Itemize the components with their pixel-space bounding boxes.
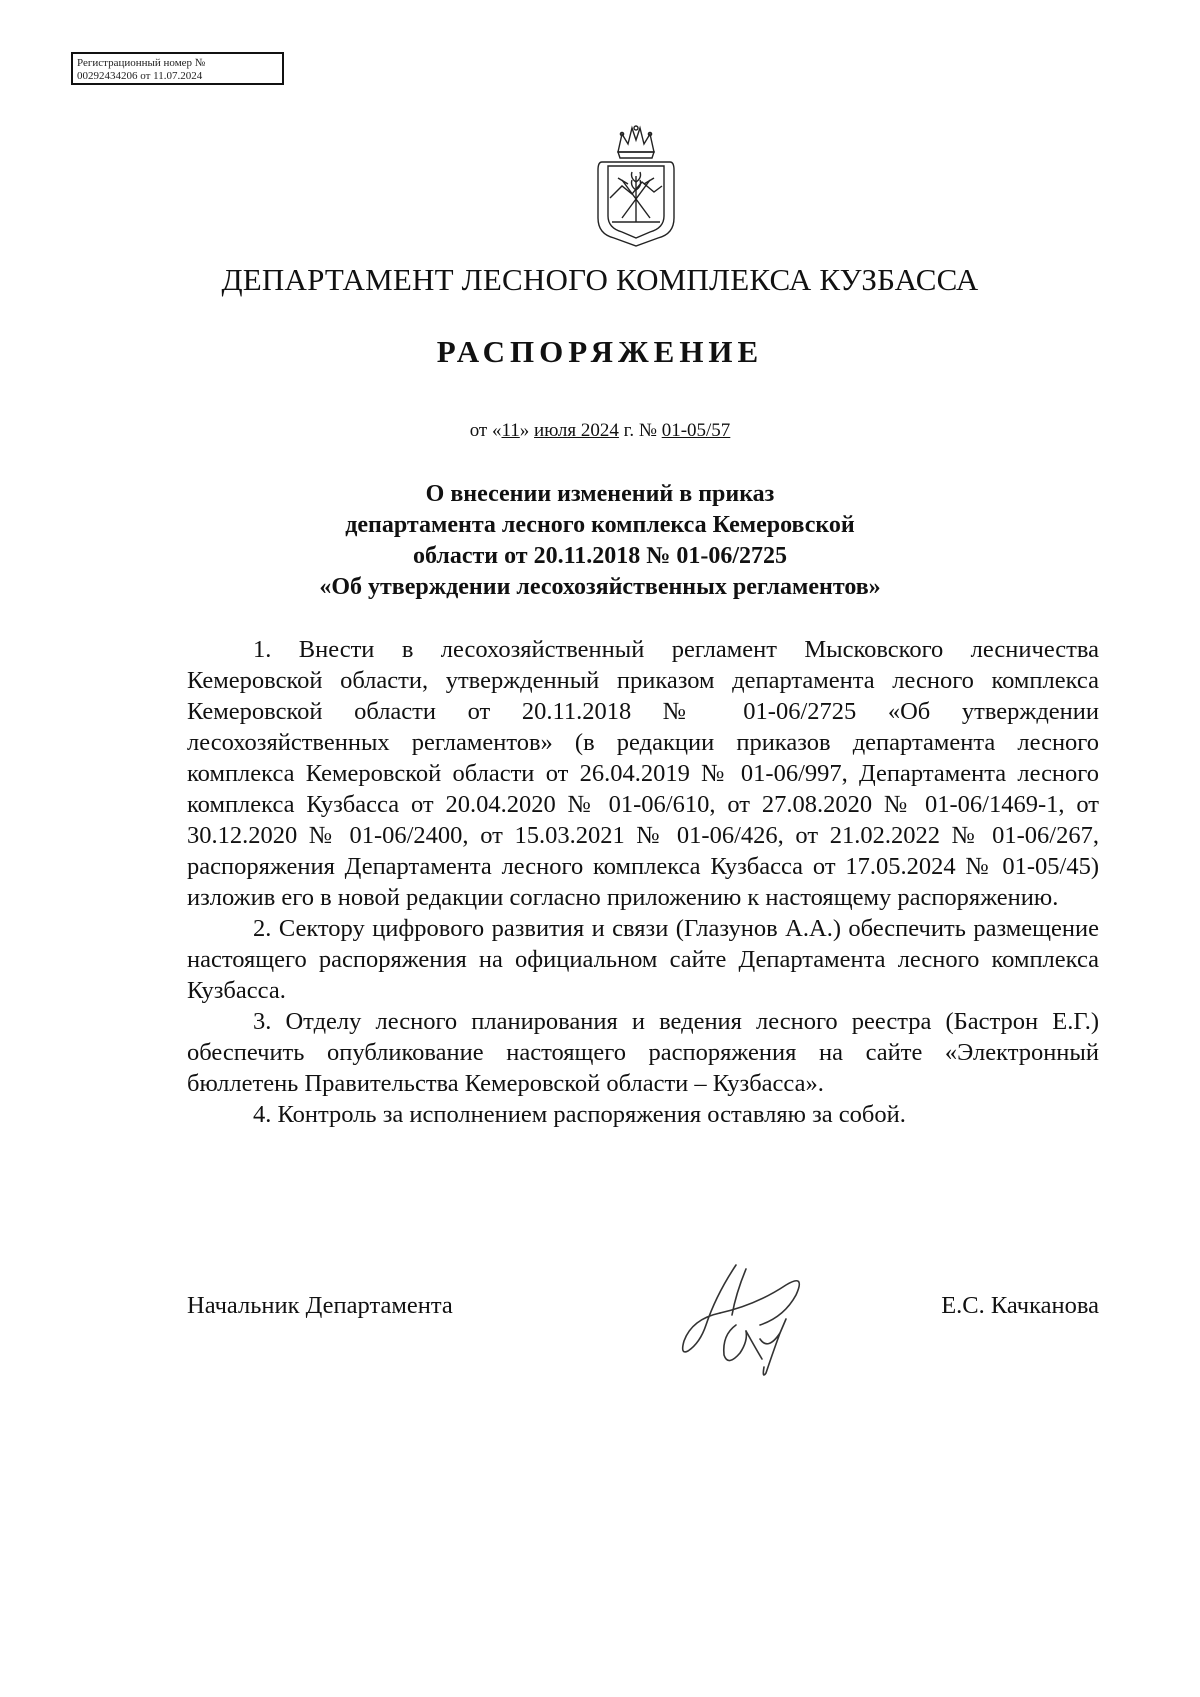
date-day: 11 — [501, 420, 520, 441]
signatory-position: Начальник Департамента — [187, 1292, 453, 1319]
date-prefix: от « — [469, 420, 502, 441]
body-paragraph-2: 2. Сектору цифрового развития и связи (Глазунов А.А.) обеспечить размещение настоящего распоряжения на официальном сайте Департамента лесного комплекса Кузбасса. — [187, 915, 1099, 1004]
registration-line-1: Регистрационный номер № — [77, 57, 206, 69]
subject-line-4: «Об утверждении лесохозяйственных регламентов» — [319, 574, 881, 600]
document-number: 01-05/57 — [661, 420, 731, 441]
signature-block — [187, 1292, 1099, 1332]
subject-line-3: области от 20.11.2018 № 01-06/2725 — [412, 543, 788, 569]
signatory-name: Е.С. Качканова — [941, 1292, 1099, 1319]
body-paragraph-4: 4. Контроль за исполнением распоряжения оставляю за собой. — [253, 1101, 906, 1128]
document-type-heading: РАСПОРЯЖЕНИЕ — [436, 334, 764, 369]
date-mid1: » — [519, 420, 535, 441]
document-date-number — [0, 420, 1200, 442]
registration-line-2: 00292434206 от 11.07.2024 — [77, 70, 203, 82]
handwritten-signature — [676, 1255, 846, 1380]
registration-stamp — [71, 52, 284, 85]
document-subject — [250, 479, 950, 603]
coat-of-arms-icon — [588, 122, 684, 250]
subject-line-2: департамента лесного комплекса Кемеровской — [345, 512, 855, 538]
body-paragraph-3: 3. Отделу лесного планирования и ведения лесного реестра (Бастрон Е.Г.) обеспечить опубликование настоящего распоряжения на сайте «Электронный бюллетень Правительства Кемеровской области – Кузбасса». — [187, 1008, 1099, 1097]
organization-title: ДЕПАРТАМЕНТ ЛЕСНОГО КОМПЛЕКСА КУЗБАССА — [221, 262, 979, 297]
date-month-year: июля 2024 — [534, 420, 619, 441]
date-mid2: г. № — [618, 420, 662, 441]
body-paragraph-1: 1. Внести в лесохозяйственный регламент Мысковского лесничества Кемеровской области, утвержденный приказом департамента лесного комплекса Кемеровской области от 20.11.2018 № 01-06/2725 «Об утверждении лесохозяйственных регламентов» (в редакции приказов департамента лесного комплекса Кемеровской области от 26.04.2019 № 01-06/997, Департамента лесного комплекса Кузбасса от 20.04.2020 № 01-06/610, от 27.08.2020 № 01-06/1469-1, от 30.12.2020 № 01-06/2400, от 15.03.2021 № 01-06/426, от 21.02.2022 № 01-06/267, распоряжения Департамента лесного комплекса Кузбасса от 17.05.2024 № 01-05/45) изложив его в новой редакции согласно приложению к настоящему распоряжению. — [187, 636, 1099, 911]
subject-line-1: О внесении изменений в приказ — [425, 481, 775, 507]
document-body — [187, 634, 1099, 1130]
